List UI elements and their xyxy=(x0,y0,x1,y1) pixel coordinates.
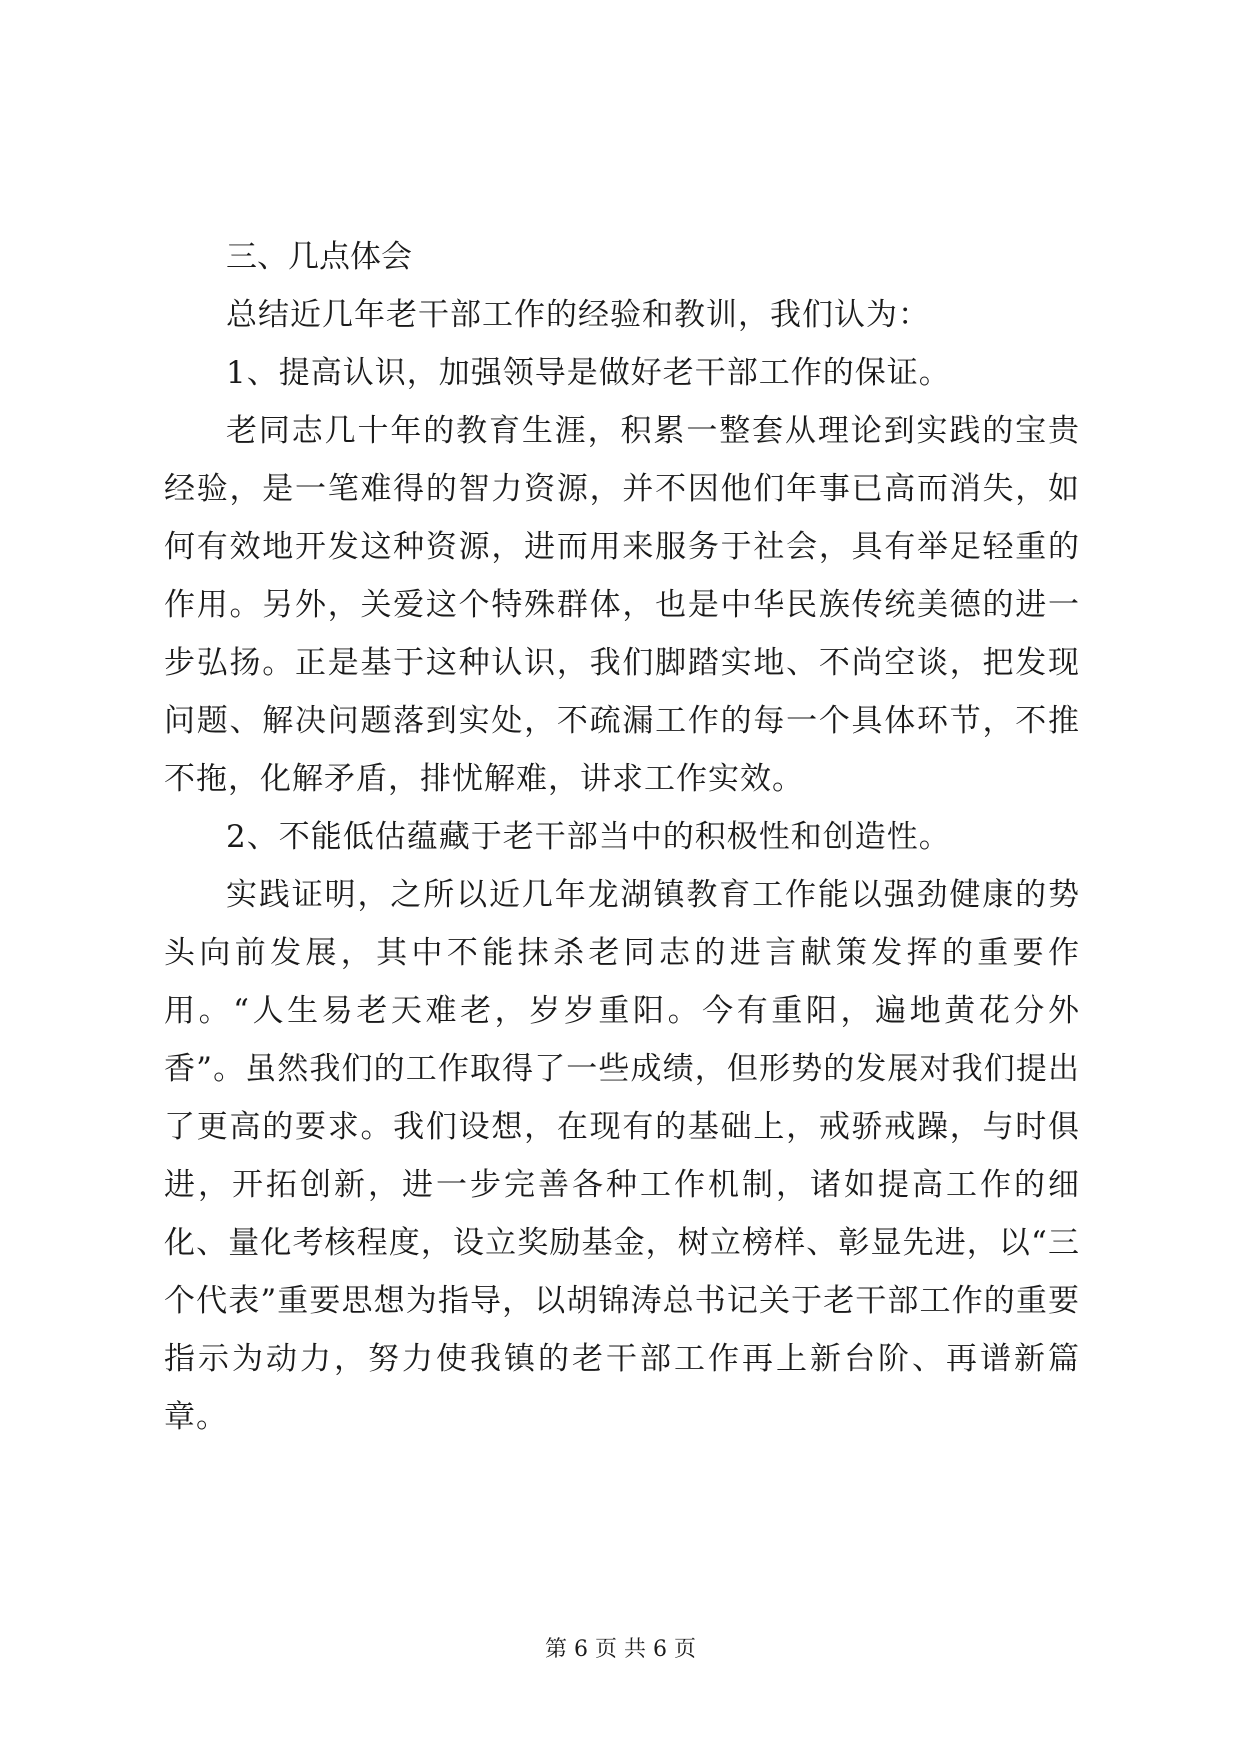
document-body xyxy=(164,228,1080,1446)
point-2-body: 实践证明，之所以近几年龙湖镇教育工作能以强劲健康的势头向前发展，其中不能抹杀老同志的进言献策发挥的重要作用。“人生易老天难老，岁岁重阳。今有重阳，遍地黄花分外香”。虽然我们的工作取得了一些成绩，但形势的发展对我们提出了更高的要求。我们设想，在现有的基础上，戒骄戒躁，与时俱进，开拓创新，进一步完善各种工作机制，诸如提高工作的细化、量化考核程度，设立奖励基金，树立榜样、彰显先进，以“三个代表”重要思想为指导，以胡锦涛总书记关于老干部工作的重要指示为动力，努力使我镇的老干部工作再上新台阶、再谱新篇章。 xyxy=(164,877,1080,1435)
point-2-title: 2、不能低估蕴藏于老干部当中的积极性和创造性。 xyxy=(226,819,951,855)
intro-paragraph: 总结近几年老干部工作的经验和教训，我们认为： xyxy=(226,297,930,333)
point-1-body: 老同志几十年的教育生涯，积累一整套从理论到实践的宝贵经验，是一笔难得的智力资源，并不因他们年事已高而消失，如何有效地开发这种资源，进而用来服务于社会，具有举足轻重的作用。另外，关爱这个特殊群体，也是中华民族传统美德的进一步弘扬。正是基于这种认识，我们脚踏实地、不尚空谈，把发现问题、解决问题落到实处，不疏漏工作的每一个具体环节，不推不拖，化解矛盾，排忧解难，讲求工作实效。 xyxy=(164,413,1080,797)
point-1-title: 1、提高认识，加强领导是做好老干部工作的保证。 xyxy=(226,355,951,391)
page-footer: 第 6 页 共 6 页 xyxy=(545,1637,696,1662)
section-heading: 三、几点体会 xyxy=(226,239,412,275)
